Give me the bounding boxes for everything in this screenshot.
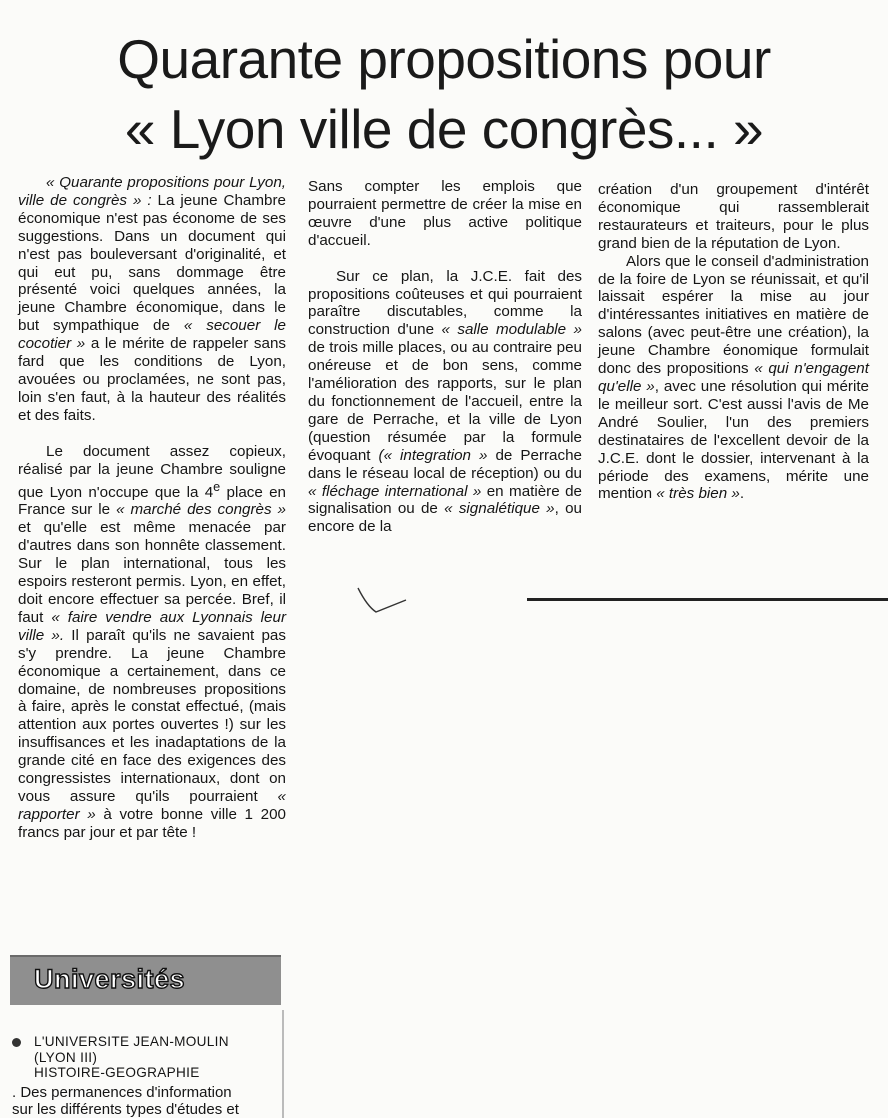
text-run: « salle modulable » xyxy=(441,321,583,339)
text-run: « très bien » xyxy=(656,485,740,503)
column1-paragraph-2 xyxy=(18,443,286,842)
column2-paragraph-2 xyxy=(308,268,582,537)
permanences-paragraph xyxy=(12,1084,282,1118)
text-run: La jeune Chambre économique n'est pas économe de ses suggestions. Dans un document qui n'est pas bouleversant d'originalité, et qui eut pu, sans dommage être présenté voici quelques années, la jeune Chambre économique, dans le but sympathique de xyxy=(18,191,286,335)
text-run: (« integration » xyxy=(378,446,488,464)
university-name: L'UNIVERSITE JEAN-MOULIN xyxy=(34,1034,229,1049)
headline-line-2: « Lyon ville de congrès... » xyxy=(124,98,764,160)
text-run: de trois mille places, ou au contraire peu onéreuse et de bon sens, comme l'amélioration des rapports, sur le plan du fonctionnement de l'accueil, entre la gare de Perrache, et la ville de Lyon (question résumée par la formule évoquant xyxy=(308,339,582,464)
text-run: Sur ce plan, la J.C.E. fait des propositions coûteuses et qui pourraient paraître discutables, comme la construction d'une xyxy=(308,267,582,339)
bullet-icon xyxy=(12,1038,21,1047)
column1-paragraph-1 xyxy=(18,174,286,425)
permanences-line-1: . Des permanences d'information xyxy=(12,1084,232,1101)
article-column-1 xyxy=(18,174,286,842)
pen-check-mark xyxy=(356,578,426,618)
permanences-line-2: sur les différents types d'études et xyxy=(12,1101,239,1118)
text-run: place en France sur le xyxy=(18,483,287,519)
text-run: « marché des congrès » xyxy=(116,501,286,519)
text-run: à votre bonne ville 1 200 francs par jour et par tête ! xyxy=(18,805,286,841)
text-run: , ou encore de la xyxy=(308,500,582,536)
column-divider xyxy=(282,1010,284,1118)
text-run: « faire vendre aux Lyonnais leur ville ». xyxy=(18,608,287,644)
text-run: e xyxy=(213,479,221,494)
text-run: en matière de signalisation ou de xyxy=(308,482,582,518)
text-run: « Quarante propositions pour Lyon, ville de congrès » : xyxy=(18,174,286,209)
section-header-label: Universités xyxy=(34,964,186,994)
text-run: création d'un groupement d'intérêt économique qui rassemblerait restaurateurs et traiteurs, pour le plus grand bien de la réputation de Lyon. xyxy=(598,181,869,252)
column2-paragraph-1 xyxy=(308,178,582,250)
text-run: de Perrache dans le réseau local de réception) ou du xyxy=(308,446,582,482)
column3-paragraph-1 xyxy=(598,181,869,253)
text-run: « signalétique » xyxy=(444,500,555,518)
university-department: HISTOIRE-GEOGRAPHIE xyxy=(34,1065,200,1081)
section-header-band xyxy=(10,955,281,1005)
text-run: « rapporter » xyxy=(18,787,286,823)
text-run: « secouer le cocotier » xyxy=(18,317,286,353)
article-column-2 xyxy=(308,178,582,536)
article-column-3 xyxy=(598,181,869,503)
text-run: Il paraît qu'ils ne savaient pas s'y prendre. La jeune Chambre économique a certainement, dans ce domaine, de nombreuses propositions à faire, après le constat effectué, (mais attention aux portes ouvertes !) sur les insuffisances et les inadaptations de la grande cité en face des exigences des congressistes internationaux, dont on vous assure qu'ils pourraient xyxy=(18,626,286,805)
text-run: et qu'elle est même menacée par d'autres dans son honnête classement. Sur le plan international, tous les espoirs resteront permis. Lyon, en effet, doit encore effectuer sa percée. Bref, il faut xyxy=(18,519,286,626)
university-subtitle: (LYON III) xyxy=(34,1049,98,1065)
text-run: , avec une résolution qui mérite le meilleur sort. C'est aussi l'avis de Me André Soulier, l'un des premiers destinataires de l'excellent devoir de la J.C.E. dont le dossier, intervenant à la période des examens, mérite une mention xyxy=(598,377,869,503)
text-run: « fléchage international » xyxy=(308,482,482,500)
text-run: « qui n'engagent qu'elle » xyxy=(598,360,869,395)
headline-line-1: Quarante propositions pour xyxy=(117,28,771,90)
column3-paragraph-2 xyxy=(598,253,869,504)
text-run: Alors que le conseil d'administration de la foire de Lyon se réunissait, et qu'il laissait espérer la mise au jour d'intéressantes initiatives en matière de salons (avec peut-être une création), la jeune Chambre éonomique formulait donc des propositions xyxy=(598,252,869,378)
text-run: . xyxy=(739,485,745,503)
text-run: Le document assez copieux, réalisé par la jeune Chambre souligne que Lyon n'occupe que la 4 xyxy=(18,442,286,501)
text-run: a le mérite de rappeler sans fard que les conditions de Lyon, avouées ou proclamées, ne sont pas, loin s'en faut, à la hauteur des réalités et des faits. xyxy=(18,335,286,424)
university-item xyxy=(34,1034,274,1081)
end-of-article-rule xyxy=(527,598,888,601)
text-run: Sans compter les emplois que pourraient permettre de créer la mise en œuvre d'une plus active politique d'accueil. xyxy=(308,178,582,249)
